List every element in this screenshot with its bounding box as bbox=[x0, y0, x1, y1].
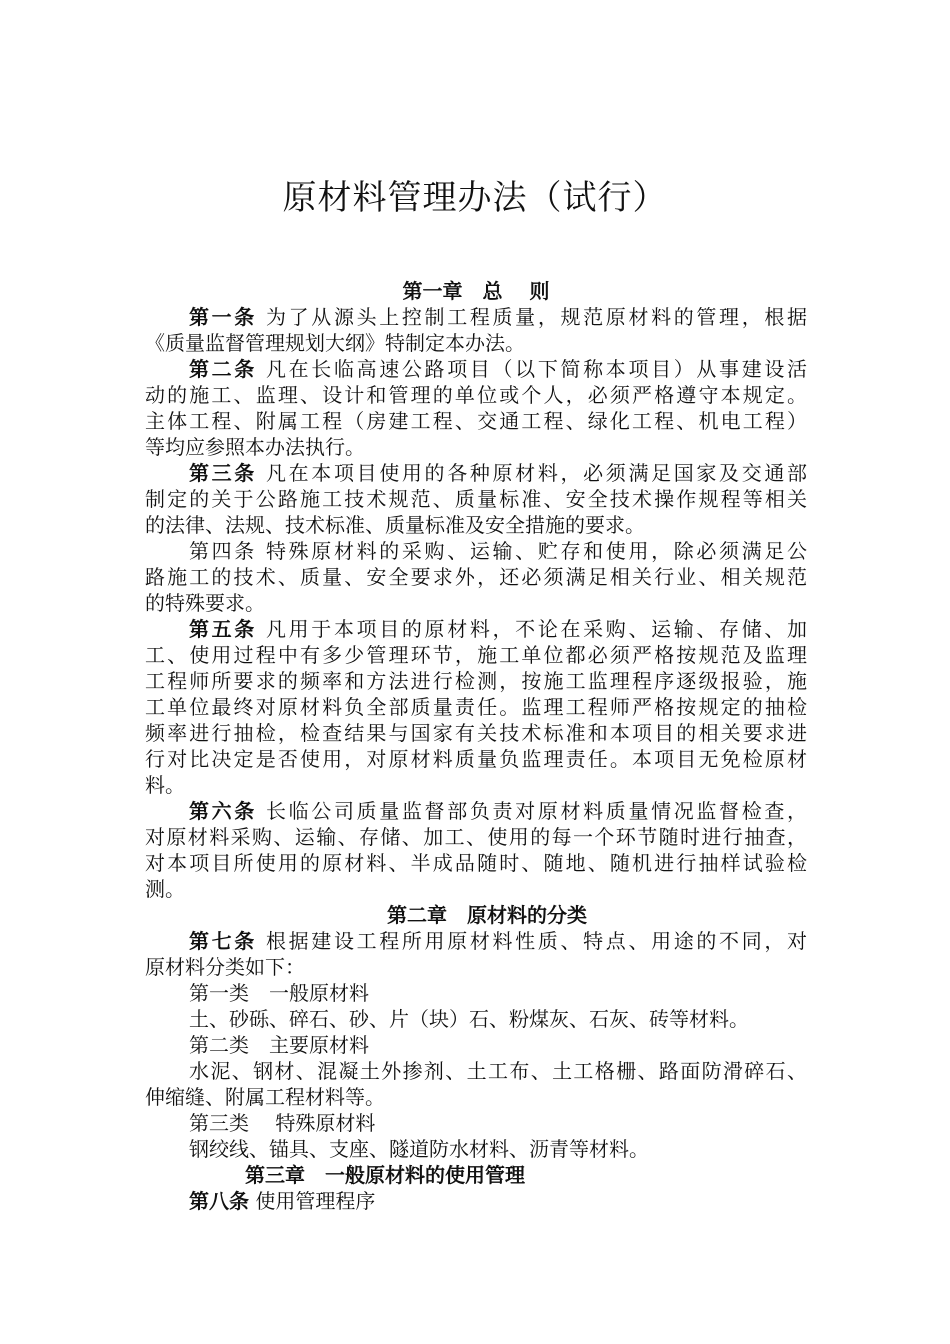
article-line: 频率进行抽检，检查结果与国家有关技术标准和本项目的相关要求进 bbox=[145, 721, 807, 745]
class-2-body: 伸缩缝、附属工程材料等。 bbox=[145, 1085, 385, 1109]
article-line: 主体工程、附属工程（房建工程、交通工程、绿化工程、机电工程） bbox=[145, 409, 807, 433]
article-line: 工程师所要求的频率和方法进行检测，按施工监理程序逐级报验，施 bbox=[145, 669, 807, 693]
article-line: 等均应参照本办法执行。 bbox=[145, 435, 365, 459]
article-5 bbox=[145, 616, 807, 798]
article-2 bbox=[145, 356, 807, 460]
class-2-body: 水泥、钢材、混凝土外掺剂、土工布、土工格栅、路面防滑碎石、 bbox=[189, 1059, 807, 1083]
class-1-body: 土、砂砾、碎石、砂、片（块）石、粉煤灰、石灰、砖等材料。 bbox=[189, 1007, 749, 1031]
article-line: 工单位最终对原材料负全部质量责任。监理工程师严格按规定的抽检 bbox=[145, 695, 807, 719]
article-line bbox=[145, 460, 807, 486]
article-text: 凡在本项目使用的各种原材料，必须满足国家及交通部 bbox=[265, 461, 808, 485]
article-line: 工、使用过程中有多少管理环节，施工单位都必须严格按规范及监理 bbox=[145, 643, 807, 667]
article-8 bbox=[145, 1188, 807, 1214]
chapter-heading: 第一章 总 则 bbox=[402, 279, 550, 303]
article-label: 第七条 bbox=[189, 929, 257, 953]
article-line bbox=[145, 616, 807, 642]
article-4 bbox=[145, 538, 807, 616]
article-label: 第一条 bbox=[189, 305, 257, 329]
article-line bbox=[145, 538, 807, 564]
article-line: 对原材料采购、运输、存储、加工、使用的每一个环节随时进行抽查， bbox=[145, 825, 807, 849]
chapter-heading: 第二章 原材料的分类 bbox=[387, 903, 587, 927]
article-line: 对本项目所使用的原材料、半成品随时、随地、随机进行抽样试验检 bbox=[145, 851, 807, 875]
article-label: 第四条 bbox=[189, 539, 257, 563]
article-line: 《质量监督管理规划大纲》特制定本办法。 bbox=[145, 331, 525, 355]
article-6 bbox=[145, 798, 807, 902]
article-label: 第八条 bbox=[189, 1189, 249, 1213]
document-title: 原材料管理办法（试行） bbox=[282, 178, 668, 218]
article-line: 料。 bbox=[145, 773, 185, 797]
article-line: 测。 bbox=[145, 877, 185, 901]
article-line bbox=[145, 304, 807, 330]
article-label: 第五条 bbox=[189, 617, 257, 641]
article-label: 第二条 bbox=[189, 357, 257, 381]
article-text: 凡在长临高速公路项目（以下简称本项目）从事建设活 bbox=[265, 357, 808, 381]
article-line: 的法律、法规、技术标准、质量标准及安全措施的要求。 bbox=[145, 513, 645, 537]
chapter-heading: 第三章 一般原材料的使用管理 bbox=[245, 1163, 525, 1187]
article-line: 的特殊要求。 bbox=[145, 591, 265, 615]
article-line: 路施工的技术、质量、安全要求外，还必须满足相关行业、相关规范 bbox=[145, 565, 807, 589]
article-label: 第六条 bbox=[189, 799, 257, 823]
article-line: 动的施工、监理、设计和管理的单位或个人，必须严格遵守本规定。 bbox=[145, 383, 807, 407]
article-text: 凡用于本项目的原材料，不论在采购、运输、存储、加 bbox=[265, 617, 808, 641]
article-line bbox=[145, 356, 807, 382]
article-line bbox=[145, 928, 807, 954]
class-2-title: 第二类 主要原材料 bbox=[189, 1033, 369, 1057]
article-text: 特殊原材料的采购、运输、贮存和使用，除必须满足公 bbox=[265, 539, 808, 563]
article-text: 根据建设工程所用原材料性质、特点、用途的不同，对 bbox=[265, 929, 808, 953]
article-7 bbox=[145, 928, 807, 980]
class-3-title: 第三类 特殊原材料 bbox=[189, 1111, 376, 1135]
article-3 bbox=[145, 460, 807, 538]
article-text: 为了从源头上控制工程质量，规范原材料的管理，根据 bbox=[265, 305, 808, 329]
document-body bbox=[145, 278, 807, 1214]
article-text: 使用管理程序 bbox=[255, 1189, 376, 1213]
article-line bbox=[145, 798, 807, 824]
article-1 bbox=[145, 304, 807, 356]
article-line: 行对比决定是否使用，对原材料质量负监理责任。本项目无免检原材 bbox=[145, 747, 807, 771]
article-label: 第三条 bbox=[189, 461, 257, 485]
article-line: 制定的关于公路施工技术规范、质量标准、安全技术操作规程等相关 bbox=[145, 487, 807, 511]
article-line: 原材料分类如下： bbox=[145, 955, 305, 979]
class-3-body: 钢绞线、锚具、支座、隧道防水材料、沥青等材料。 bbox=[189, 1137, 649, 1161]
class-1-title: 第一类 一般原材料 bbox=[189, 981, 369, 1005]
article-line bbox=[145, 1188, 807, 1214]
article-text: 长临公司质量监督部负责对原材料质量情况监督检查， bbox=[265, 799, 808, 823]
